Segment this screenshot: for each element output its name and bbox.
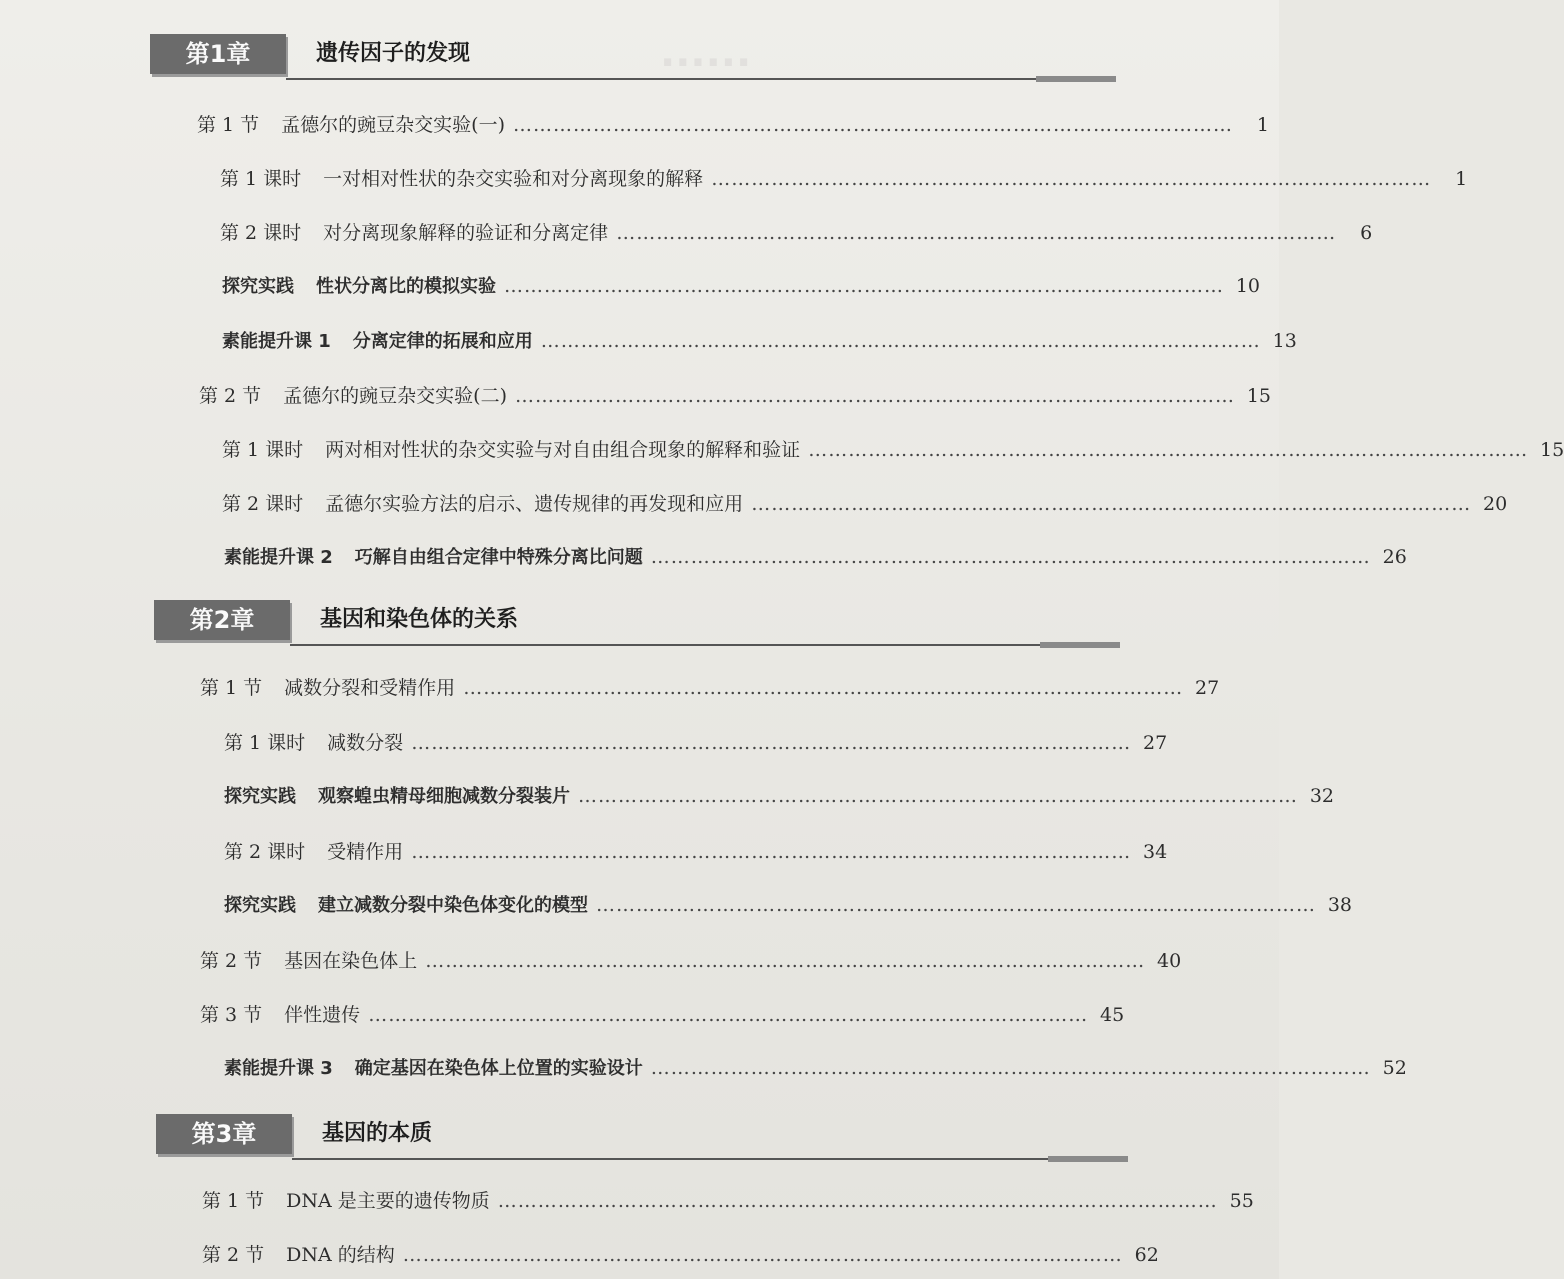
chapter-3-header: [156, 1114, 1128, 1160]
leader-dots: ………………………………………………………………………………………………: [463, 677, 1184, 699]
entry-label: 第 2 课时: [224, 841, 306, 863]
entry-label: 探究实践: [222, 276, 294, 297]
entry-page: 27: [1195, 677, 1220, 699]
toc-entry[interactable]: [222, 489, 1508, 517]
entry-title: 性状分离比的模拟实验: [316, 276, 496, 297]
leader-dots: ………………………………………………………………………………………………: [515, 385, 1235, 407]
entry-title: 基因在染色体上: [284, 950, 418, 972]
toc-entry[interactable]: [199, 381, 1271, 409]
entry-page: 45: [1100, 1004, 1125, 1026]
chapter-rule: [292, 1158, 1128, 1160]
toc-entry[interactable]: [224, 782, 1334, 810]
leader-dots: ………………………………………………………………………………………………: [650, 546, 1371, 568]
entry-page: 1: [1256, 114, 1269, 136]
entry-page: 15: [1540, 439, 1564, 461]
entry-title: 观察蝗虫精母细胞减数分裂装片: [318, 786, 570, 807]
chapter-rule: [286, 78, 1116, 80]
chapter-title: 基因和染色体的关系: [320, 607, 519, 632]
leader-dots: ………………………………………………………………………………………………: [578, 785, 1298, 807]
entry-label: 素能提升课 2: [224, 547, 333, 568]
entry-title: 分离定律的拓展和应用: [352, 331, 533, 352]
entry-page: 13: [1272, 330, 1297, 352]
leader-dots: ………………………………………………………………………………………………: [650, 1057, 1371, 1079]
leader-dots: ………………………………………………………………………………………………: [513, 114, 1233, 136]
entry-page: 62: [1134, 1244, 1159, 1266]
toc-entry[interactable]: [222, 327, 1297, 355]
entry-label: 第 2 课时: [220, 222, 302, 244]
toc-entry[interactable]: [224, 837, 1168, 865]
entry-page: 40: [1157, 950, 1182, 972]
entry-title: 受精作用: [327, 841, 404, 863]
entry-page: 27: [1143, 732, 1168, 754]
bleed-through: ······: [660, 40, 752, 86]
entry-page: 1: [1455, 168, 1468, 190]
entry-label: 第 1 课时: [222, 439, 304, 461]
entry-title: 孟德尔实验方法的启示、遗传规律的再发现和应用: [325, 493, 744, 515]
entry-title: 孟德尔的豌豆杂交实验(二): [283, 385, 507, 407]
entry-title: 一对相对性状的杂交实验和对分离现象的解释: [323, 168, 704, 190]
chapter-badge: 第2章: [154, 600, 290, 640]
leader-dots: ………………………………………………………………………………………………: [616, 222, 1337, 244]
toc-entry[interactable]: [200, 673, 1220, 701]
toc-entry[interactable]: [222, 435, 1564, 463]
leader-dots: ………………………………………………………………………………………………: [751, 493, 1472, 515]
chapter-title: 基因的本质: [322, 1121, 433, 1146]
entry-page: 26: [1382, 546, 1407, 568]
entry-label: 探究实践: [224, 786, 296, 807]
chapter-title: 遗传因子的发现: [316, 41, 471, 66]
entry-label: 素能提升课 1: [222, 331, 331, 352]
entry-title: 减数分裂: [327, 732, 404, 754]
leader-dots: ………………………………………………………………………………………………: [411, 732, 1132, 754]
leader-dots: ………………………………………………………………………………………………: [497, 1190, 1218, 1212]
chapter-badge: 第1章: [150, 34, 286, 74]
leader-dots: ………………………………………………………………………………………………: [411, 841, 1132, 863]
entry-label: 第 3 节: [200, 1004, 263, 1026]
entry-label: 第 1 课时: [224, 732, 306, 754]
leader-dots: ………………………………………………………………………………………………: [504, 275, 1224, 297]
entry-label: 探究实践: [224, 895, 296, 916]
entry-label: 第 1 节: [202, 1190, 265, 1212]
entry-page: 10: [1235, 275, 1260, 297]
entry-title: DNA 的结构: [286, 1244, 395, 1266]
entry-label: 第 1 节: [200, 677, 263, 699]
entry-page: 15: [1246, 385, 1271, 407]
entry-label: 第 2 节: [200, 950, 263, 972]
toc-entry[interactable]: [220, 218, 1373, 246]
leader-dots: ………………………………………………………………………………………………: [368, 1004, 1089, 1026]
leader-dots: ………………………………………………………………………………………………: [596, 894, 1316, 916]
entry-page: 20: [1483, 493, 1508, 515]
leader-dots: ………………………………………………………………………………………………: [540, 330, 1261, 352]
chapter-rule-end: [1040, 642, 1120, 648]
entry-label: 第 2 课时: [222, 493, 304, 515]
toc-entry[interactable]: [224, 543, 1407, 571]
toc-entry[interactable]: [200, 946, 1182, 974]
toc-entry[interactable]: [202, 1186, 1254, 1214]
chapter-rule: [290, 644, 1120, 646]
entry-title: DNA 是主要的遗传物质: [286, 1190, 490, 1212]
entry-page: 6: [1360, 222, 1373, 244]
toc-entry[interactable]: [202, 1240, 1159, 1268]
entry-page: 32: [1309, 785, 1334, 807]
entry-label: 素能提升课 3: [224, 1058, 333, 1079]
entry-title: 巧解自由组合定律中特殊分离比问题: [354, 547, 643, 568]
entry-label: 第 1 节: [197, 114, 260, 136]
leader-dots: ………………………………………………………………………………………………: [402, 1244, 1123, 1266]
chapter-rule-end: [1036, 76, 1116, 82]
leader-dots: ………………………………………………………………………………………………: [808, 439, 1529, 461]
chapter-rule-end: [1048, 1156, 1128, 1162]
entry-title: 两对相对性状的杂交实验与对自由组合现象的解释和验证: [325, 439, 801, 461]
entry-title: 伴性遗传: [284, 1004, 361, 1026]
entry-page: 52: [1382, 1057, 1407, 1079]
toc-entry[interactable]: [222, 272, 1260, 300]
toc-entry[interactable]: [224, 891, 1352, 919]
entry-title: 减数分裂和受精作用: [284, 677, 456, 699]
entry-page: 55: [1229, 1190, 1254, 1212]
chapter-badge: 第3章: [156, 1114, 292, 1154]
entry-label: 第 2 节: [202, 1244, 265, 1266]
toc-entry[interactable]: [224, 728, 1168, 756]
leader-dots: ………………………………………………………………………………………………: [425, 950, 1146, 972]
leader-dots: ………………………………………………………………………………………………: [711, 168, 1432, 190]
toc-entry[interactable]: [200, 1000, 1125, 1028]
entry-title: 对分离现象解释的验证和分离定律: [323, 222, 609, 244]
toc-entry[interactable]: [224, 1054, 1407, 1082]
toc-entry[interactable]: [197, 110, 1269, 138]
entry-title: 建立减数分裂中染色体变化的模型: [318, 895, 588, 916]
entry-page: 38: [1327, 894, 1352, 916]
chapter-1-header: [150, 34, 1116, 80]
entry-label: 第 1 课时: [220, 168, 302, 190]
entry-page: 34: [1143, 841, 1168, 863]
entry-title: 孟德尔的豌豆杂交实验(一): [281, 114, 505, 136]
entry-label: 第 2 节: [199, 385, 262, 407]
chapter-2-header: [154, 600, 1120, 646]
entry-title: 确定基因在染色体上位置的实验设计: [354, 1058, 643, 1079]
toc-entry[interactable]: [220, 164, 1468, 192]
